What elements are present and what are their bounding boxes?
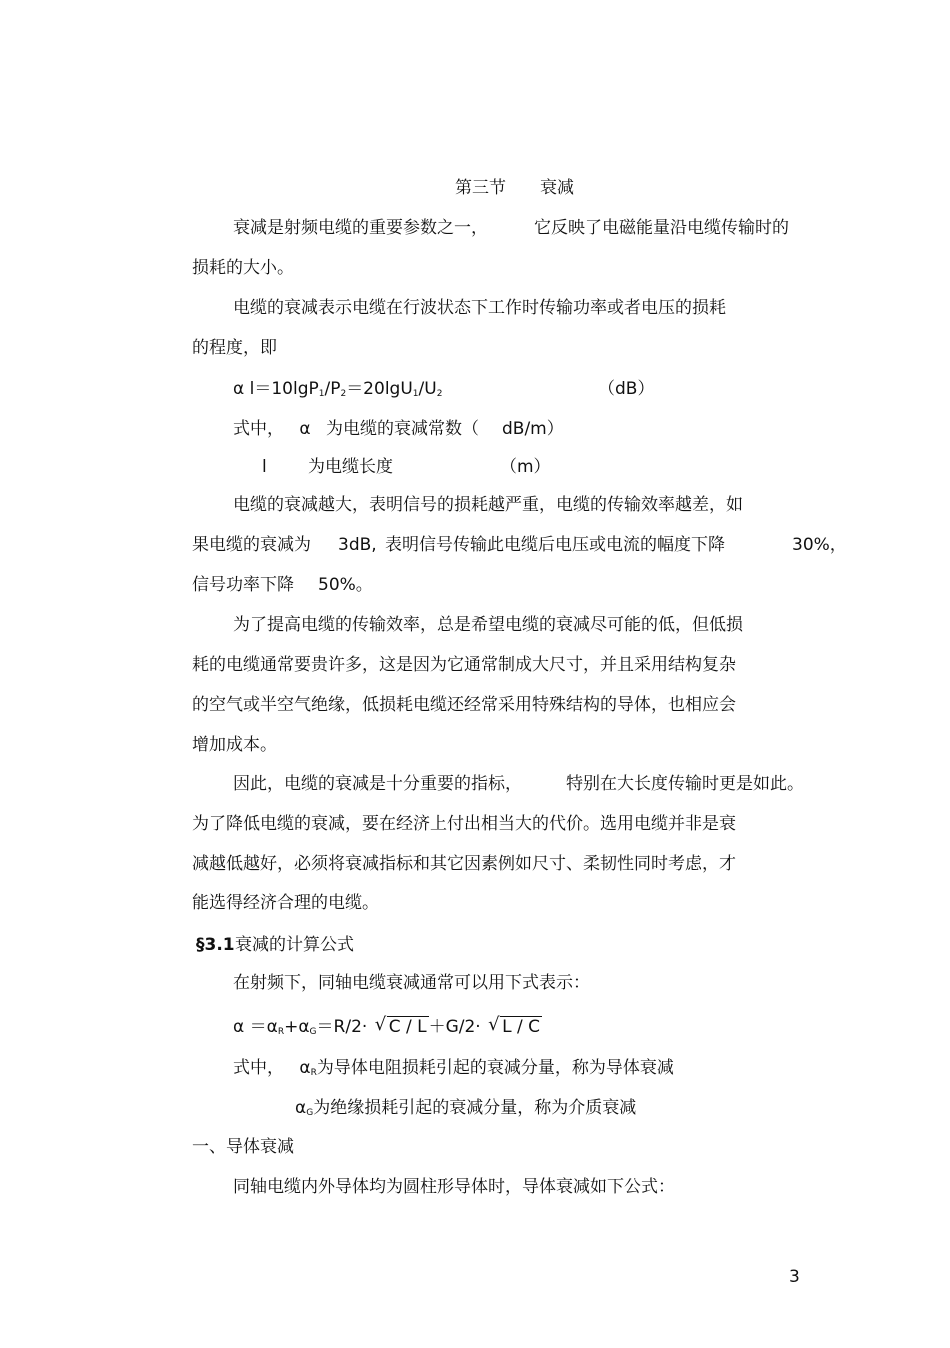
paragraph-line: 耗的电缆通常要贵许多，这是因为它通常制成大尺寸，并且采用结构复杂 (192, 655, 736, 675)
formula-text: ＝R/2· (316, 1017, 368, 1037)
page-number: 3 (789, 1267, 800, 1287)
formula-subscript: G (309, 1027, 317, 1037)
paragraph-line: 能选得经济合理的电缆。 (192, 893, 379, 913)
paragraph-value: 3dB, (338, 535, 377, 555)
subsection-title: 衰减的计算公式 (235, 935, 354, 955)
paragraph-line: 电缆的衰减表示电缆在行波状态下工作时传输功率或者电压的损耗 (233, 298, 726, 318)
definition-lead: 式中， (233, 1058, 284, 1078)
formula-text: α l＝10lgP (233, 379, 319, 399)
formula-subscript: 1 (412, 389, 419, 399)
definition-line (233, 1057, 674, 1084)
paragraph-line: 在射频下，同轴电缆衰减通常可以用下式表示： (233, 973, 590, 993)
formula-text: α ＝α (233, 1017, 278, 1037)
radicand: C / L (388, 1017, 427, 1037)
radicand: L / C (502, 1017, 541, 1037)
paragraph-line: 为了提高电缆的传输效率，总是希望电缆的衰减尽可能的低，但低损 (233, 615, 743, 635)
paragraph-line: 同轴电缆内外导体均为圆柱形导体时，导体衰减如下公式： (233, 1177, 675, 1197)
definition-line (233, 418, 479, 440)
formula-power-ratio (233, 378, 442, 405)
paragraph-line: 增加成本。 (192, 735, 277, 755)
definition-symbol: l (262, 457, 267, 477)
definition-text: 为绝缘损耗引起的衰减分量，称为介质衰减 (313, 1098, 637, 1118)
paragraph-line: 表明信号传输此电缆后电压或电流的幅度下降 (385, 535, 725, 555)
formula-subscript: 1 (318, 389, 325, 399)
paragraph-line: 电缆的衰减越大，表明信号的损耗越严重，电缆的传输效率越差，如 (233, 495, 743, 515)
paragraph-line: 果电缆的衰减为 (192, 535, 311, 555)
square-root (375, 1016, 429, 1038)
formula-attenuation (233, 1016, 542, 1043)
definition-subscript: R (310, 1068, 317, 1078)
definition-symbol: α (299, 419, 311, 439)
paragraph-line: 减越低越好，必须将衰减指标和其它因素例如尺寸、柔韧性同时考虑，才 (192, 854, 736, 874)
paragraph-line: 因此，电缆的衰减是十分重要的指标， (233, 774, 522, 794)
subsection-number: §3.1 (196, 935, 235, 955)
paragraph-line: 的空气或半空气绝缘，低损耗电缆还经常采用特殊结构的导体，也相应会 (192, 695, 736, 715)
square-root (488, 1016, 542, 1038)
definition-symbol: α (299, 1058, 311, 1078)
formula-text: /P (324, 379, 341, 399)
formula-text: +α (284, 1017, 310, 1037)
section-title: 第三节 衰减 (455, 178, 574, 198)
definition-unit: dB/m） (502, 419, 564, 439)
paragraph-line: 它反映了电磁能量沿电缆传输时的 (534, 218, 789, 238)
radical-sign-icon: √ (488, 1014, 500, 1035)
definition-symbol: α (295, 1098, 307, 1118)
paragraph-line: 损耗的大小。 (192, 258, 294, 278)
paragraph-line: 为了降低电缆的衰减，要在经济上付出相当大的代价。选用电缆并非是衰 (192, 814, 736, 834)
definition-lead: 式中， (233, 419, 284, 439)
definition-text: 为电缆的衰减常数（ (326, 419, 480, 439)
definition-unit: （m） (500, 457, 551, 477)
formula-unit: （dB） (598, 379, 655, 399)
paragraph-line: 衰减是射频电缆的重要参数之一， (233, 218, 488, 238)
definition-text: 为电缆长度 (308, 457, 393, 477)
paragraph-value: 30%， (792, 535, 847, 555)
heading: 一、导体衰减 (192, 1137, 294, 1157)
formula-text: ＋G/2· (428, 1017, 481, 1037)
definition-text: 为导体电阻损耗引起的衰减分量，称为导体衰减 (316, 1058, 674, 1078)
formula-text: /U (418, 379, 437, 399)
formula-subscript: 2 (340, 389, 347, 399)
paragraph-value: 50%。 (318, 575, 373, 595)
formula-text: ＝20lgU (346, 379, 413, 399)
paragraph-line: 特别在大长度传输时更是如此。 (566, 774, 804, 794)
definition-line (295, 1097, 636, 1124)
formula-subscript: R (277, 1027, 285, 1037)
paragraph-line: 的程度，即 (192, 338, 277, 358)
paragraph-line: 信号功率下降 (192, 575, 294, 595)
definition-subscript: G (306, 1108, 314, 1118)
formula-subscript: 2 (436, 389, 443, 399)
radical-sign-icon: √ (374, 1014, 387, 1035)
